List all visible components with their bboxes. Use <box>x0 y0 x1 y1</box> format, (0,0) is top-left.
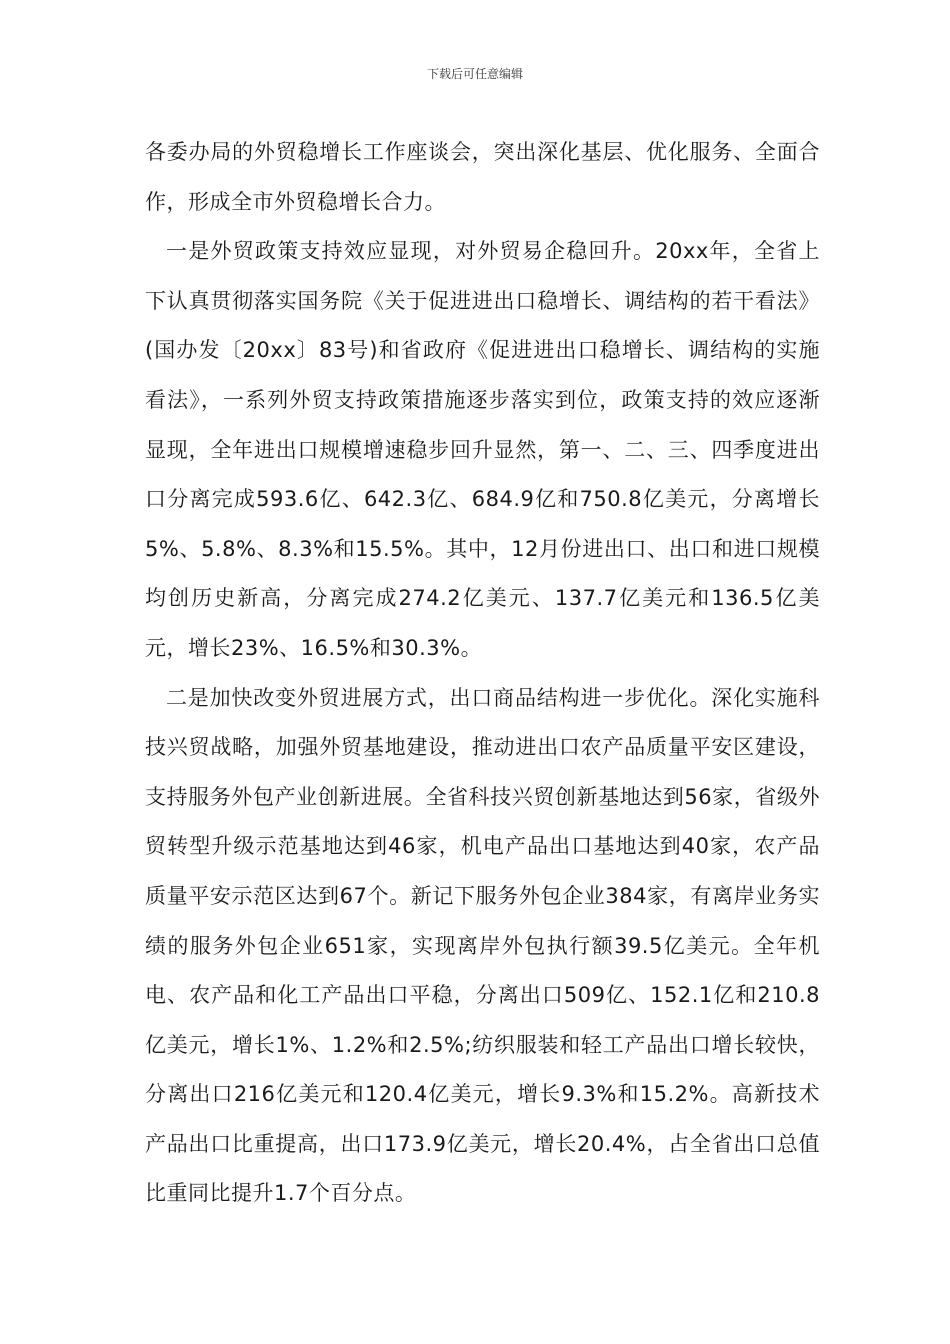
paragraph-continued: 各委办局的外贸稳增长工作座谈会，突出深化基层、优化服务、全面合作，形成全市外贸稳增长合力。 <box>145 140 820 214</box>
page-header: 下载后可任意编辑 <box>426 67 523 81</box>
document-body <box>145 128 820 1219</box>
paragraph-export-structure: 二是加快改变外贸进展方式，出口商品结构进一步优化。深化实施科技兴贸战略，加强外贸基地建设，推动进出口农产品质量平安区建设，支持服务外包产业创新进展。全省科技兴贸创新基地达到56家，省级外贸转型升级示范基地达到46家，机电产品出口基地达到40家，农产品质量平安示范区达到67个。新记下服务外包企业384家，有离岸业务实绩的服务外包企业651家，实现离岸外包执行额39.5亿美元。全年机电、农产品和化工产品出口平稳，分离出口509亿、152.1亿和210.8亿美元，增长1%、1.2%和2.5%;纺织服装和轻工产品出口增长较快，分离出口216亿美元和120.4亿美元，增长9.3%和15.2%。高新技术产品出口比重提高，出口173.9亿美元，增长20.4%，占全省出口总值比重同比提升1.7个百分点。 <box>145 685 820 1206</box>
paragraph-trade-policy: 一是外贸政策支持效应显现，对外贸易企稳回升。20xx年，全省上下认真贯彻落实国务院《关于促进进出口稳增长、调结构的若干看法》(国办发〔20xx〕83号)和省政府《促进进出口稳增长、调结构的实施看法》，一系列外贸支持政策措施逐步落实到位，政策支持的效应逐渐显现，全年进出口规模增速稳步回升显然，第一、二、三、四季度进出口分离完成593.6亿、642.3亿、684.9亿和750.8亿美元，分离增长5%、5.8%、8.3%和15.5%。其中，12月份进出口、出口和进口规模均创历史新高，分离完成274.2亿美元、137.7亿美元和136.5亿美元，增长23%、16.5%和30.3%。 <box>145 239 820 660</box>
